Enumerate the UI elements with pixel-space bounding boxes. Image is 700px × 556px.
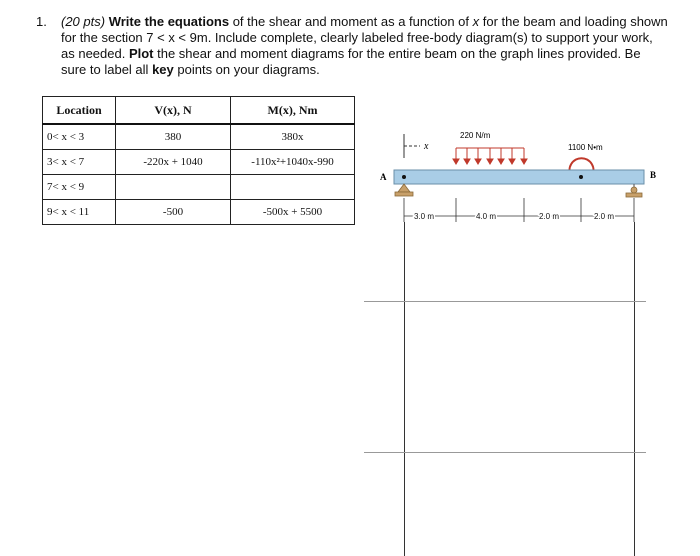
graph-left-boundary (404, 222, 405, 556)
header-location: Location (43, 97, 116, 125)
cell-shear[interactable]: -500 (116, 200, 231, 225)
dim-1: 3.0 m (414, 212, 435, 221)
beam-point (579, 175, 583, 179)
table-row (43, 175, 355, 200)
beam (394, 170, 644, 184)
dim-3: 2.0 m (539, 212, 560, 221)
header-moment: M(x), Nm (231, 97, 355, 125)
problem-text-1: of the shear and moment as a function of (229, 14, 473, 29)
problem-number: 1. (36, 14, 47, 29)
table-row (43, 200, 355, 225)
dist-load-label: 220 N/m (460, 131, 491, 140)
problem-statement (36, 14, 668, 78)
distributed-load (453, 148, 527, 164)
header-shear: V(x), N (116, 97, 231, 125)
pin-a (402, 175, 406, 179)
shear-graph-line (364, 301, 646, 302)
cell-shear[interactable]: -220x + 1040 (116, 150, 231, 175)
graph-right-boundary (634, 222, 635, 556)
problem-points: (20 pts) (61, 14, 106, 29)
solution-table (42, 96, 355, 225)
support-b-label: B (650, 170, 657, 180)
cell-moment[interactable]: -110x²+1040x-990 (231, 150, 355, 175)
problem-key: key (152, 62, 174, 77)
problem-body (61, 14, 668, 78)
cell-location: 9< x < 11 (43, 200, 116, 225)
problem-text-4: points on your diagrams. (173, 62, 320, 77)
problem-plot: Plot (128, 46, 154, 61)
dim-2: 4.0 m (476, 212, 497, 221)
cell-shear[interactable]: 380 (116, 124, 231, 150)
support-b (626, 184, 642, 197)
x-axis-label: x (424, 141, 429, 152)
table-row (43, 124, 355, 150)
dim-4: 2.0 m (594, 212, 615, 221)
problem-text-2: for the beam and loading shown for the section 7 < x < 9m. Include complete, clearly labeled free-body diagram(s) to support your work, as needed. (61, 14, 668, 61)
problem-title: Write the equations (108, 14, 230, 29)
table-row (43, 150, 355, 175)
beam-figure (370, 118, 670, 228)
cell-moment[interactable] (231, 175, 355, 200)
table-header-row (43, 97, 355, 125)
cell-location: 3< x < 7 (43, 150, 116, 175)
cell-moment[interactable]: -500x + 5500 (231, 200, 355, 225)
cell-location: 7< x < 9 (43, 175, 116, 200)
cell-shear[interactable] (116, 175, 231, 200)
support-a-label: A (380, 172, 387, 182)
cell-location: 0< x < 3 (43, 124, 116, 150)
problem-text-3: the shear and moment diagrams for the entire beam on the graph lines provided. Be sure to label all (61, 46, 641, 77)
couple-label: 1100 N•m (568, 143, 603, 152)
problem-var-x: x (472, 14, 480, 29)
cell-moment[interactable]: 380x (231, 124, 355, 150)
support-a (395, 184, 413, 196)
moment-graph-line (364, 452, 646, 453)
